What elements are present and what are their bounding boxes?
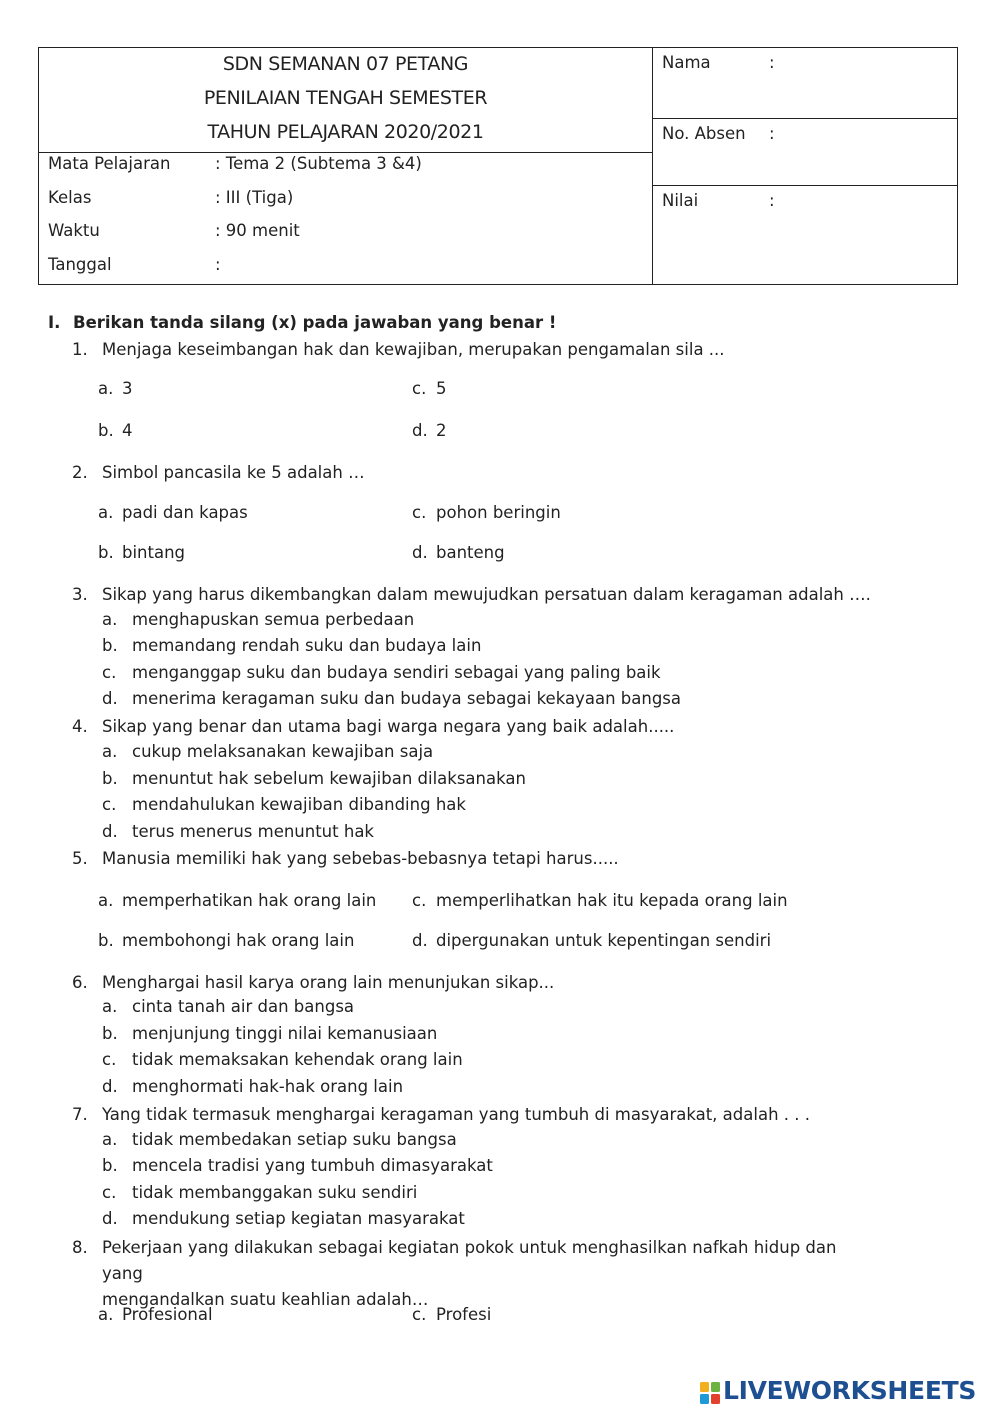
answer-option[interactable]: a. memperhatikan hak orang lain bbox=[98, 891, 377, 910]
answer-option[interactable]: c. memperlihatkan hak itu kepada orang lain bbox=[412, 891, 788, 910]
answer-option[interactable]: d. banteng bbox=[412, 543, 505, 562]
question-6: 6. Menghargai hasil karya orang lain menunjukan sikap... bbox=[72, 973, 555, 992]
school-year: TAHUN PELAJARAN 2020/2021 bbox=[207, 121, 484, 143]
answer-option[interactable]: c. mendahulukan kewajiban dibanding hak bbox=[102, 795, 466, 814]
answer-option[interactable]: a. cinta tanah air dan bangsa bbox=[102, 997, 355, 1016]
question-5: 5. Manusia memiliki hak yang sebebas-bebasnya tetapi harus..... bbox=[72, 849, 619, 868]
header-right-panel bbox=[653, 48, 957, 284]
question-2: 2. Simbol pancasila ke 5 adalah … bbox=[72, 463, 365, 482]
school-name: SDN SEMANAN 07 PETANG bbox=[222, 53, 469, 75]
answer-option[interactable]: d. mendukung setiap kegiatan masyarakat bbox=[102, 1209, 465, 1228]
answer-option[interactable]: b. 4 bbox=[98, 421, 133, 440]
answer-option[interactable]: a. Profesional bbox=[98, 1305, 213, 1324]
answer-option[interactable]: a. 3 bbox=[98, 379, 133, 398]
exam-title: PENILAIAN TENGAH SEMESTER bbox=[203, 87, 488, 109]
meta-date: Tanggal : bbox=[48, 255, 221, 274]
question-7: 7. Yang tidak termasuk menghargai keragaman yang tumbuh di masyarakat, adalah . . . bbox=[72, 1105, 810, 1124]
answer-option[interactable]: b. membohongi hak orang lain bbox=[98, 931, 355, 950]
answer-option[interactable]: c. tidak membanggakan suku sendiri bbox=[102, 1183, 418, 1202]
answer-option[interactable]: c. tidak memaksakan kehendak orang lain bbox=[102, 1050, 463, 1069]
answer-option[interactable]: d. dipergunakan untuk kepentingan sendiri bbox=[412, 931, 772, 950]
liveworksheets-logo-icon bbox=[699, 1381, 721, 1405]
answer-option[interactable]: b. mencela tradisi yang tumbuh dimasyarakat bbox=[102, 1156, 493, 1175]
answer-option[interactable]: c. Profesi bbox=[412, 1305, 492, 1324]
score-field[interactable]: Nilai : bbox=[662, 191, 775, 210]
answer-option[interactable]: a. padi dan kapas bbox=[98, 503, 248, 522]
answer-option[interactable]: d. menghormati hak-hak orang lain bbox=[102, 1077, 404, 1096]
answer-option[interactable]: b. bintang bbox=[98, 543, 186, 562]
question-8: 8. Pekerjaan yang dilakukan sebagai kegiatan pokok untuk menghasilkan nafkah hidup dan yang mengandalkan suatu keahlian adalah… bbox=[72, 1238, 837, 1309]
question-1: 1. Menjaga keseimbangan hak dan kewajiban, merupakan pengamalan sila ... bbox=[72, 340, 725, 359]
brand-name: LIVEWORKSHEETS bbox=[723, 1376, 977, 1405]
answer-option[interactable]: a. cukup melaksanakan kewajiban saja bbox=[102, 742, 434, 761]
answer-option[interactable]: a. menghapuskan semua perbedaan bbox=[102, 610, 415, 629]
answer-option[interactable]: b. menjunjung tinggi nilai kemanusiaan bbox=[102, 1024, 438, 1043]
header-left-panel bbox=[39, 48, 653, 284]
answer-option[interactable]: c. pohon beringin bbox=[412, 503, 561, 522]
answer-option[interactable]: d. terus menerus menuntut hak bbox=[102, 822, 374, 841]
exam-header-table bbox=[38, 47, 958, 285]
answer-option[interactable]: c. menganggap suku dan budaya sendiri sebagai yang paling baik bbox=[102, 663, 661, 682]
meta-time: Waktu : 90 menit bbox=[48, 221, 300, 240]
header-title-block bbox=[39, 48, 652, 153]
question-4: 4. Sikap yang benar dan utama bagi warga negara yang baik adalah..... bbox=[72, 717, 675, 736]
question-3: 3. Sikap yang harus dikembangkan dalam mewujudkan persatuan dalam keragaman adalah …. bbox=[72, 585, 871, 604]
meta-class: Kelas : III (Tiga) bbox=[48, 188, 294, 207]
answer-option[interactable]: c. 5 bbox=[412, 379, 447, 398]
absen-field[interactable]: No. Absen : bbox=[653, 119, 957, 186]
answer-option[interactable]: b. memandang rendah suku dan budaya lain bbox=[102, 636, 482, 655]
answer-option[interactable]: d. 2 bbox=[412, 421, 447, 440]
section-instruction: I. Berikan tanda silang (x) pada jawaban yang benar ! bbox=[48, 313, 557, 332]
answer-option[interactable]: a. tidak membedakan setiap suku bangsa bbox=[102, 1130, 457, 1149]
meta-subject: Mata Pelajaran : Tema 2 (Subtema 3 &4) bbox=[48, 154, 422, 173]
answer-option[interactable]: d. menerima keragaman suku dan budaya sebagai kekayaan bangsa bbox=[102, 689, 681, 708]
name-field[interactable]: Nama : bbox=[653, 48, 957, 119]
answer-option[interactable]: b. menuntut hak sebelum kewajiban dilaksanakan bbox=[102, 769, 526, 788]
